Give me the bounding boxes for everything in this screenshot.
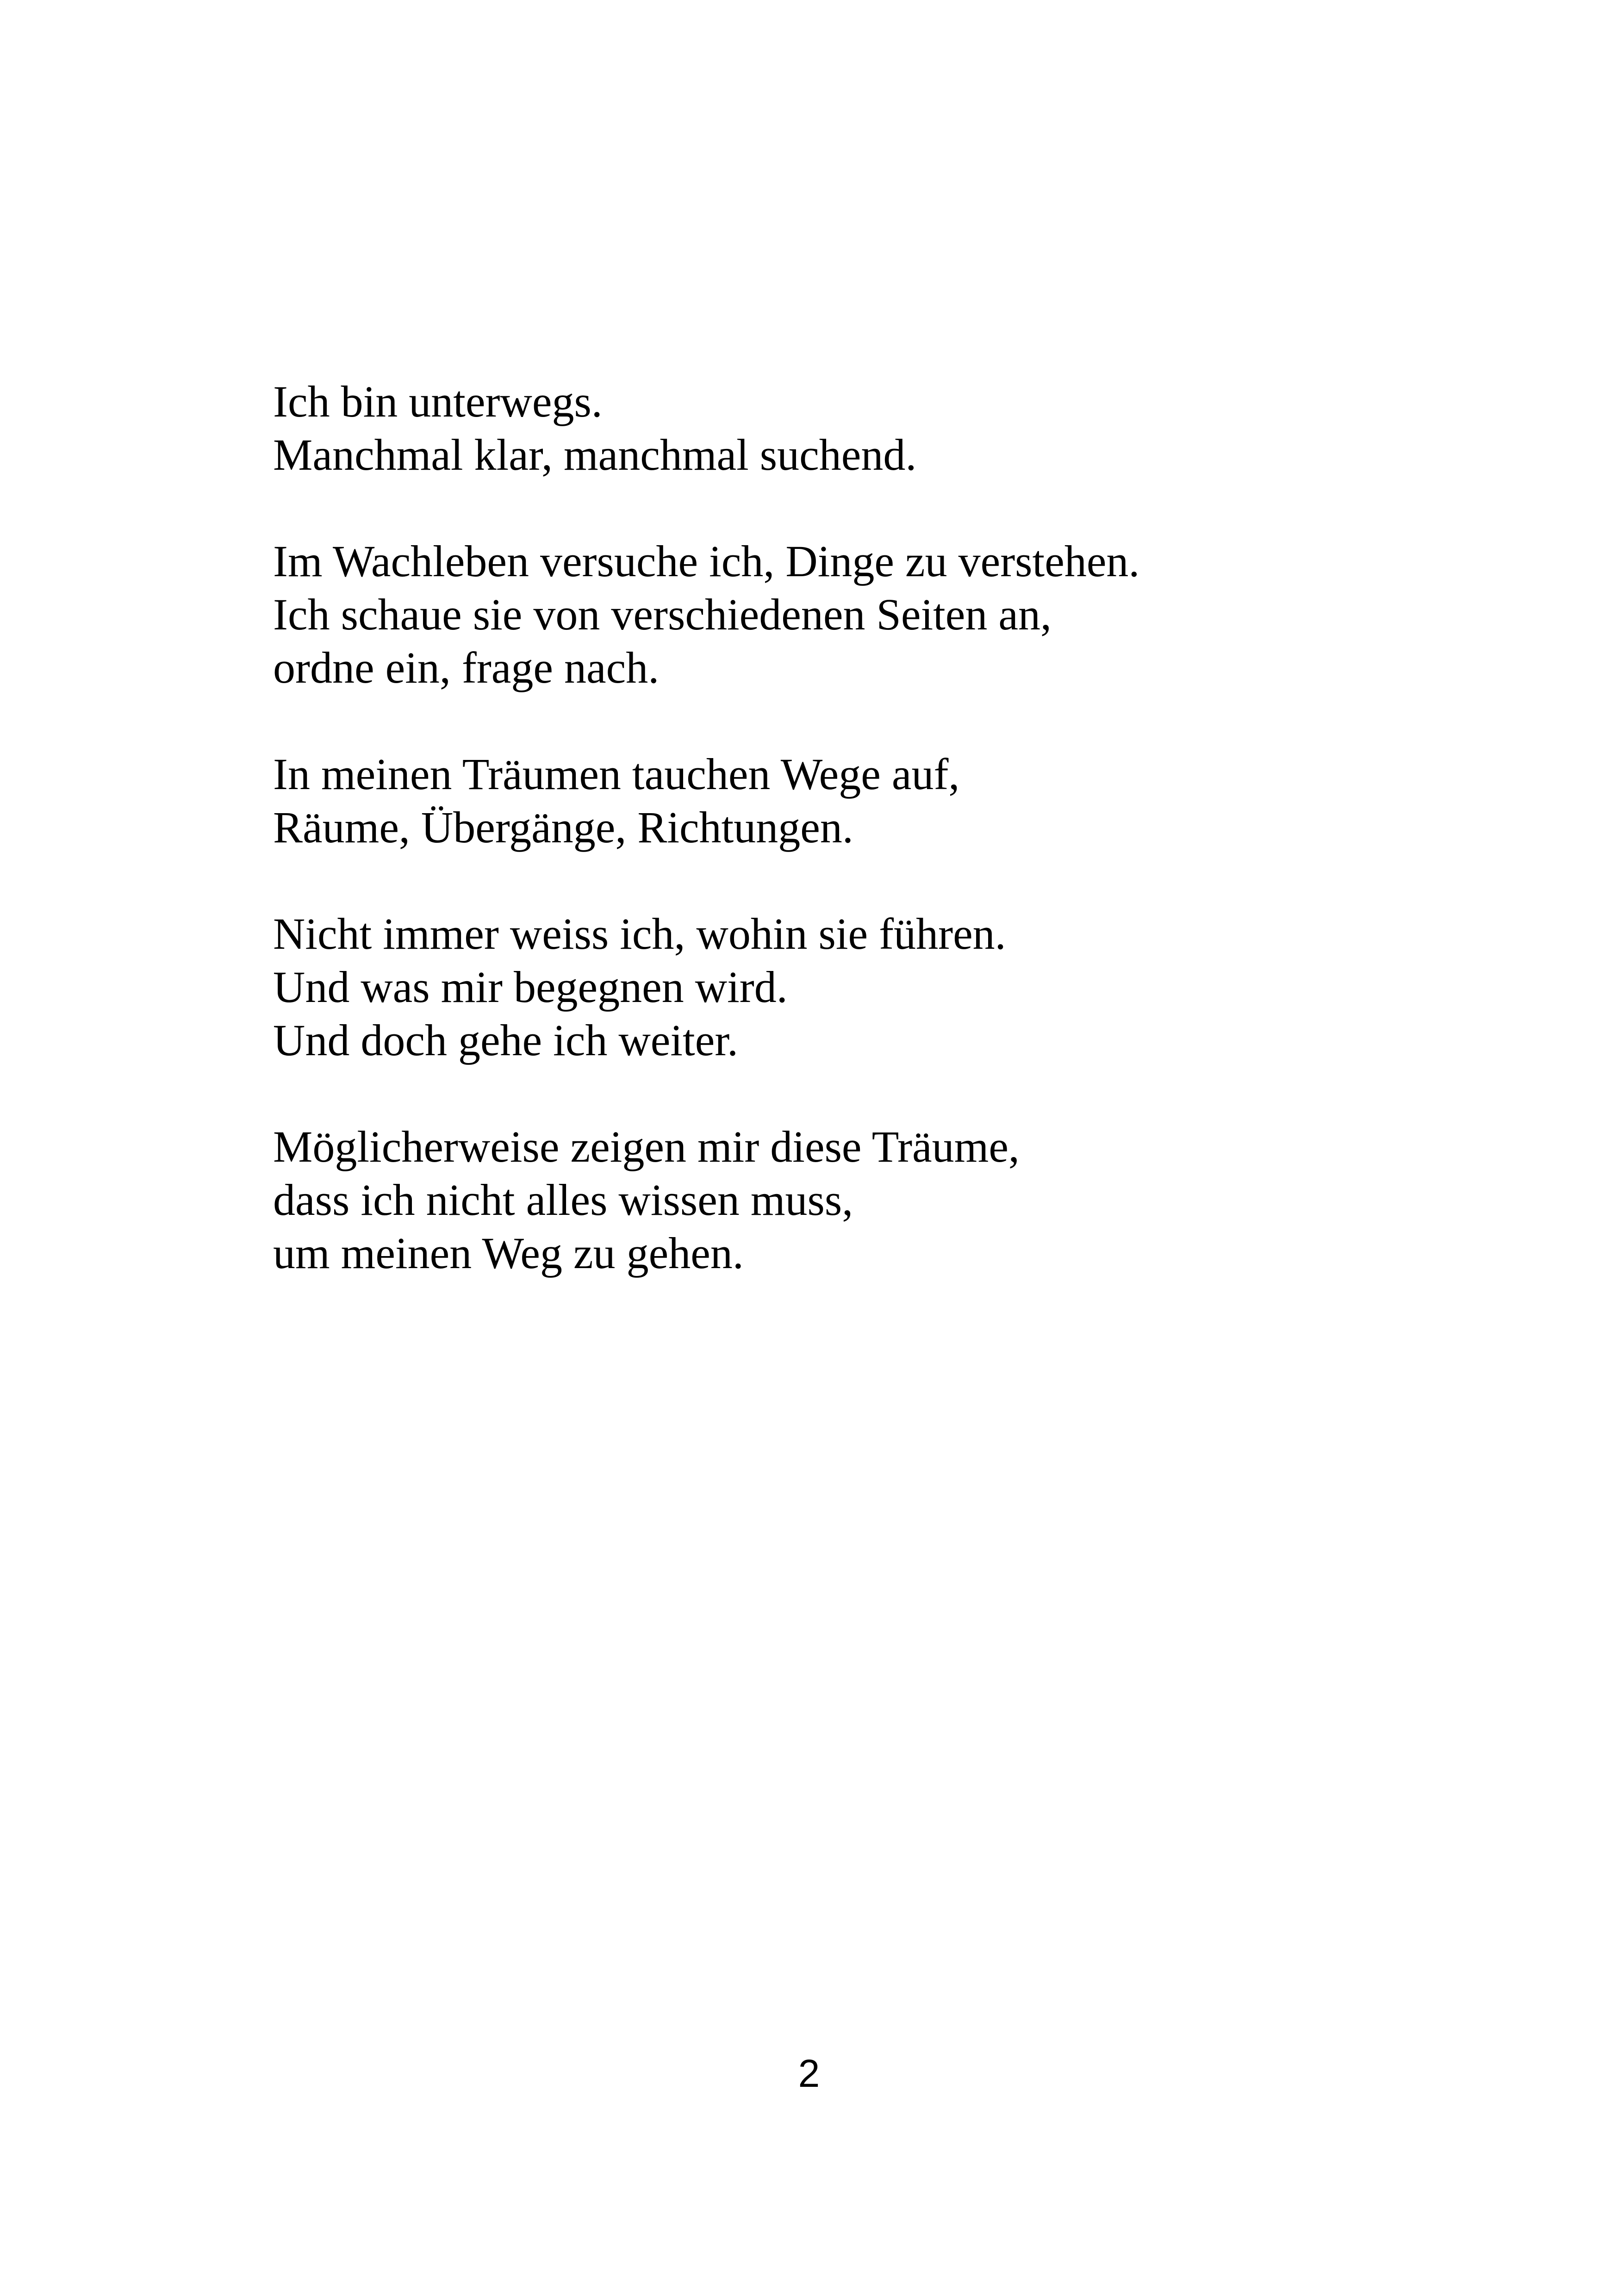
poem-line: Ich schaue sie von verschiedenen Seiten an, bbox=[273, 590, 1052, 639]
stanza-5 bbox=[273, 1120, 1430, 1280]
stanza-1 bbox=[273, 375, 1430, 481]
poem-line: Und was mir begegnen wird. bbox=[273, 962, 788, 1012]
poem-line: dass ich nicht alles wissen muss, bbox=[273, 1175, 853, 1225]
poem-line: Möglicherweise zeigen mir diese Träume, bbox=[273, 1122, 1020, 1171]
poem-line: Manchmal klar, manchmal suchend. bbox=[273, 430, 917, 479]
poem-line: Räume, Übergänge, Richtungen. bbox=[273, 803, 853, 852]
poem-line: Im Wachleben versuche ich, Dinge zu verstehen. bbox=[273, 536, 1140, 586]
poem-line: ordne ein, frage nach. bbox=[273, 643, 660, 692]
stanza-4 bbox=[273, 907, 1430, 1067]
poem-line: um meinen Weg zu gehen. bbox=[273, 1228, 744, 1278]
poem-line: Und doch gehe ich weiter. bbox=[273, 1015, 738, 1065]
stanza-2 bbox=[273, 535, 1430, 694]
poem-body bbox=[273, 375, 1430, 1333]
poem-line: In meinen Träumen tauchen Wege auf, bbox=[273, 749, 960, 799]
poem-line: Ich bin unterwegs. bbox=[273, 377, 603, 426]
poem-line: Nicht immer weiss ich, wohin sie führen. bbox=[273, 909, 1006, 958]
stanza-3 bbox=[273, 747, 1430, 854]
page-number: 2 bbox=[798, 2052, 820, 2095]
